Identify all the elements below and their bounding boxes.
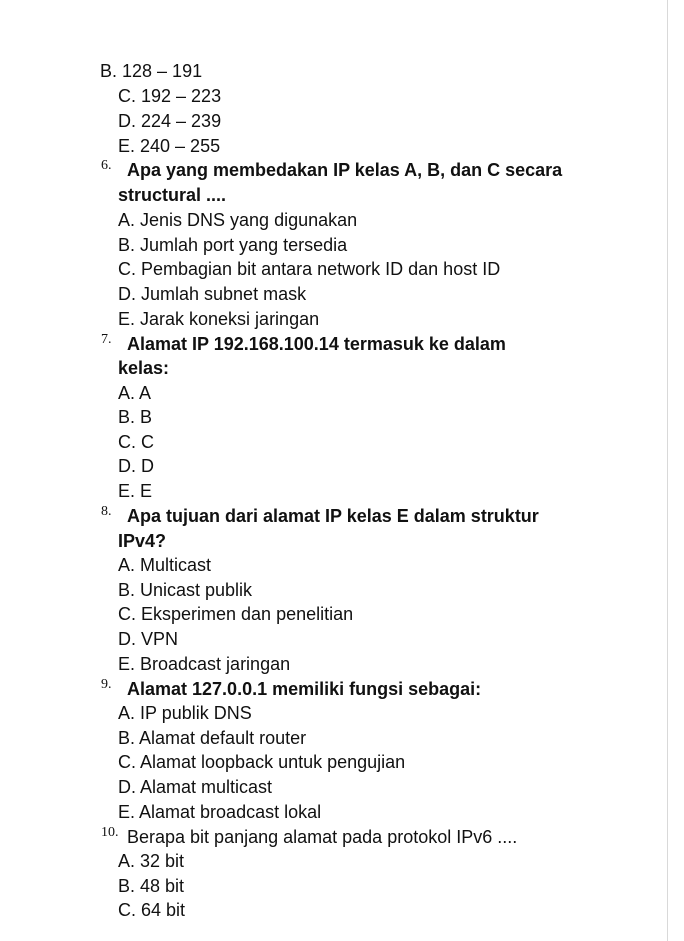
option-7-a: A. A: [118, 383, 152, 403]
question-9-text: Alamat 127.0.0.1 memiliki fungsi sebagai:: [127, 679, 482, 699]
option-7-b: B. B: [118, 407, 153, 427]
question-8-text-line1: Apa tujuan dari alamat IP kelas E dalam struktur: [127, 506, 539, 526]
option-6-b: B. Jumlah port yang tersedia: [118, 235, 348, 255]
option-8-b: B. Unicast publik: [118, 580, 253, 600]
question-7-text-line2: kelas:: [118, 358, 170, 378]
option-5-d: D. 224 – 239: [118, 111, 222, 131]
question-8-number: 8.: [101, 504, 112, 519]
option-6-c: C. Pembagian bit antara network ID dan host ID: [118, 259, 501, 279]
option-5-b: B. 128 – 191: [100, 61, 203, 81]
option-6-a: A. Jenis DNS yang digunakan: [118, 210, 358, 230]
question-6-text-line2: structural ....: [118, 185, 227, 205]
option-7-e: E. E: [118, 481, 153, 501]
question-7-text-line1: Alamat IP 192.168.100.14 termasuk ke dalam: [127, 334, 506, 354]
question-6-number: 6.: [101, 158, 112, 173]
question-6-text-line1: Apa yang membedakan IP kelas A, B, dan C secara: [127, 160, 563, 180]
option-6-d: D. Jumlah subnet mask: [118, 284, 307, 304]
option-8-a: A. Multicast: [118, 555, 212, 575]
option-10-b: B. 48 bit: [118, 876, 185, 896]
option-10-a: A. 32 bit: [118, 851, 185, 871]
option-7-d: D. D: [118, 456, 154, 476]
question-10-number: 10.: [101, 825, 119, 840]
option-9-e: E. Alamat broadcast lokal: [118, 802, 322, 822]
page-edge-divider: [667, 0, 668, 941]
option-9-c: C. Alamat loopback untuk pengujian: [118, 752, 406, 772]
option-5-c: C. 192 – 223: [118, 86, 222, 106]
question-10-text: Berapa bit panjang alamat pada protokol IPv6 ....: [127, 827, 518, 847]
option-8-c: C. Eksperimen dan penelitian: [118, 604, 354, 624]
option-9-d: D. Alamat multicast: [118, 777, 273, 797]
option-7-c: C. C: [118, 432, 154, 452]
question-9-number: 9.: [101, 677, 112, 692]
option-8-e: E. Broadcast jaringan: [118, 654, 291, 674]
option-6-e: E. Jarak koneksi jaringan: [118, 309, 320, 329]
option-10-c: C. 64 bit: [118, 900, 186, 920]
option-9-a: A. IP publik DNS: [118, 703, 252, 723]
option-9-b: B. Alamat default router: [118, 728, 307, 748]
option-5-e: E. 240 – 255: [118, 136, 221, 156]
question-7-number: 7.: [101, 332, 112, 347]
option-8-d: D. VPN: [118, 629, 179, 649]
question-8-text-line2: IPv4?: [118, 531, 167, 551]
